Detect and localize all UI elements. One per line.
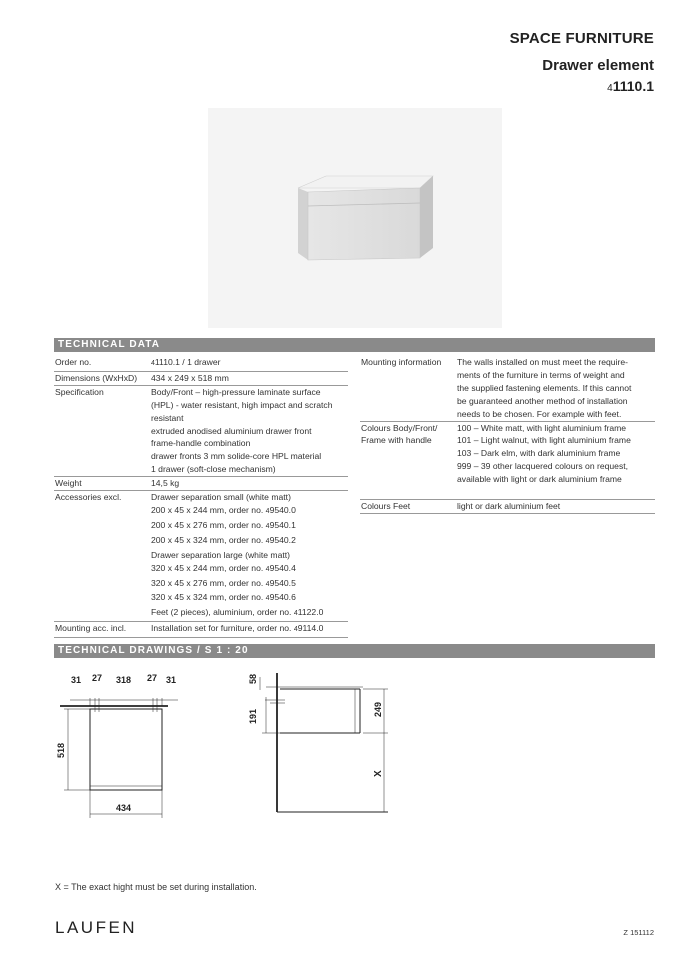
row-label: Colours Feet bbox=[360, 499, 457, 513]
category-title: SPACE FURNITURE bbox=[509, 30, 654, 47]
row-value: light or dark aluminium feet bbox=[457, 499, 655, 513]
value-line: 999 – 39 other lacquered colours on request, bbox=[457, 461, 629, 472]
row-label: Specification bbox=[54, 385, 151, 476]
value-line: frame-handle combination bbox=[151, 438, 251, 449]
side-view-drawing bbox=[260, 673, 388, 812]
row-value: 434 x 249 x 518 mm bbox=[151, 371, 348, 385]
value-line: drawer fronts 3 mm solide-core HPL material bbox=[151, 451, 322, 462]
dim-31-right: 31 bbox=[166, 675, 177, 685]
row-label: Mounting information bbox=[360, 356, 457, 421]
product-title: Drawer element bbox=[542, 57, 654, 74]
product-photo bbox=[208, 108, 502, 328]
dim-318: 318 bbox=[116, 675, 132, 685]
table-row bbox=[54, 385, 348, 476]
row-label: Dimensions (WxHxD) bbox=[54, 371, 151, 385]
table-row bbox=[54, 356, 348, 371]
technical-drawings bbox=[0, 660, 678, 830]
laufen-logo: LAUFEN bbox=[55, 918, 138, 937]
value-line: needs to be chosen. For example with feet. bbox=[457, 408, 622, 419]
dim-518: 518 bbox=[56, 742, 66, 758]
value-line: 1 drawer (soft-close mechanism) bbox=[151, 464, 276, 475]
value-line: 320 x 45 x 244 mm, order no. 49540.4 bbox=[151, 562, 296, 573]
value-line: Body/Front – high-pressure laminate surface bbox=[151, 386, 321, 397]
table-row bbox=[54, 371, 348, 385]
document-number: Z 151112 bbox=[623, 928, 654, 937]
table-row bbox=[54, 491, 348, 622]
value-line: 200 x 45 x 324 mm, order no. 49540.2 bbox=[151, 534, 296, 545]
value-line bbox=[457, 486, 655, 499]
value-line: 101 – Light walnut, with light aluminium frame bbox=[457, 435, 631, 446]
row-label: Accessories excl. bbox=[54, 491, 151, 622]
value-line: Feet (2 pieces), aluminium, order no. 41122.0 bbox=[151, 607, 324, 618]
drawer-image bbox=[208, 108, 502, 328]
table-row bbox=[360, 421, 655, 499]
technical-drawings-header: TECHNICAL DRAWINGS / S 1 : 20 bbox=[54, 644, 655, 658]
value-line: the supplied fastening elements. If this cannot bbox=[457, 382, 632, 393]
technical-data-header: TECHNICAL DATA bbox=[54, 338, 655, 352]
dim-434: 434 bbox=[116, 803, 132, 813]
product-code-main: 1110.1 bbox=[612, 78, 654, 94]
row-value: 41110.1 / 1 drawer bbox=[151, 356, 348, 371]
row-label: Order no. bbox=[54, 356, 151, 371]
row-value bbox=[457, 356, 655, 421]
technical-data-left bbox=[54, 356, 348, 638]
value-line: 100 – White matt, with light aluminium frame bbox=[457, 422, 627, 433]
value-line: The walls installed on must meet the require- bbox=[457, 357, 628, 367]
front-view-drawing bbox=[60, 698, 178, 818]
value-line: 320 x 45 x 324 mm, order no. 49540.6 bbox=[151, 592, 296, 603]
row-value bbox=[151, 385, 348, 476]
value-line: be guaranteed another method of installation bbox=[457, 395, 628, 406]
dim-191: 191 bbox=[248, 708, 258, 724]
value-line: 200 x 45 x 276 mm, order no. 49540.1 bbox=[151, 519, 296, 530]
value-line: Drawer separation small (white matt) bbox=[151, 492, 291, 503]
row-label: Mounting acc. incl. bbox=[54, 622, 151, 638]
value-line: ments of the furniture in terms of weight and bbox=[457, 369, 625, 380]
dim-x: X bbox=[373, 770, 384, 777]
row-value bbox=[457, 421, 655, 499]
dim-27-right: 27 bbox=[147, 673, 158, 683]
value-line: resistant bbox=[151, 412, 184, 423]
row-label: Weight bbox=[54, 477, 151, 491]
row-value: Installation set for furniture, order no. 49114.0 bbox=[151, 622, 348, 638]
value-line: extruded anodised aluminium drawer front bbox=[151, 425, 312, 436]
installation-note: X = The exact hight must be set during installation. bbox=[55, 882, 257, 892]
value-line: (HPL) - water resistant, high impact and scratch bbox=[151, 399, 333, 410]
table-row bbox=[360, 356, 655, 421]
product-code-prefix: 4 bbox=[607, 83, 613, 94]
technical-data-right bbox=[360, 356, 655, 514]
value-line: 200 x 45 x 244 mm, order no. 49540.0 bbox=[151, 504, 296, 515]
table-row bbox=[360, 499, 655, 513]
row-value bbox=[151, 491, 348, 622]
row-value: 14,5 kg bbox=[151, 477, 348, 491]
value-line: 320 x 45 x 276 mm, order no. 49540.5 bbox=[151, 577, 296, 588]
dim-27-left: 27 bbox=[92, 673, 103, 683]
value-line: Drawer separation large (white matt) bbox=[151, 549, 290, 560]
dim-31-left: 31 bbox=[71, 675, 82, 685]
dim-249: 249 bbox=[373, 701, 383, 717]
table-row bbox=[54, 477, 348, 491]
row-label: Colours Body/Front/ Frame with handle bbox=[360, 421, 457, 499]
value-line: available with light or dark aluminium frame bbox=[457, 474, 622, 485]
table-row bbox=[54, 622, 348, 638]
dim-58: 58 bbox=[248, 673, 258, 684]
value-line: 103 – Dark elm, with dark aluminium frame bbox=[457, 448, 621, 459]
product-code bbox=[607, 78, 654, 94]
